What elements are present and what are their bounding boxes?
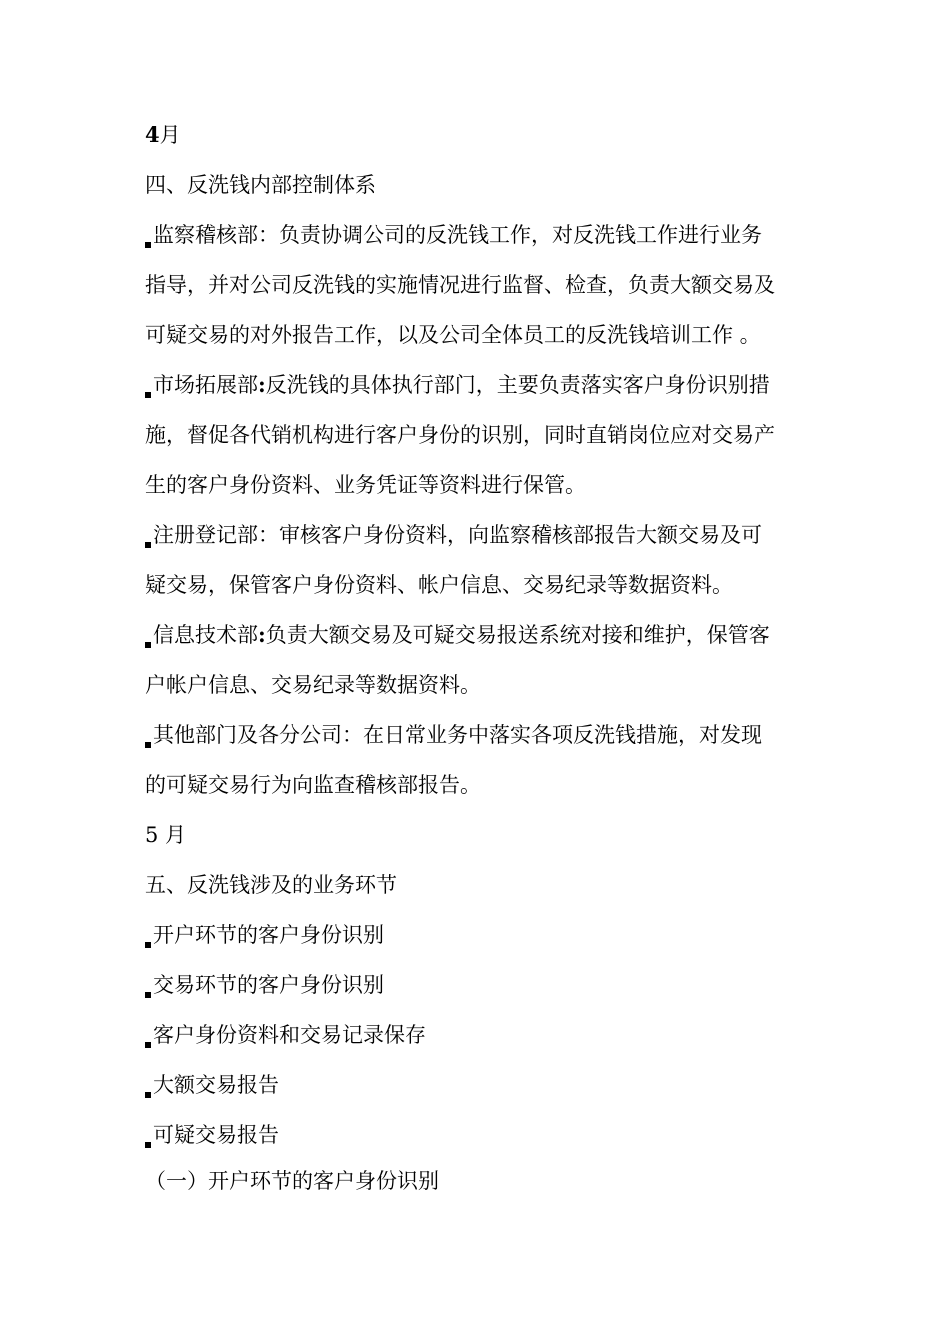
bullet-icon	[145, 242, 151, 248]
para-it-line2: 户帐户信息、交易纪录等数据资料。	[145, 673, 481, 697]
list-item	[145, 1071, 825, 1099]
list-item-text: 交易环节的客户身份识别	[153, 973, 384, 997]
list-item	[145, 1021, 825, 1049]
month-4-unit: 月	[159, 123, 181, 147]
para-market-line1	[145, 371, 825, 399]
bullet-icon	[145, 392, 151, 398]
bullet-icon	[145, 1042, 151, 1048]
para-it-colon: :	[258, 622, 266, 647]
para-audit-line2: 指导，并对公司反洗钱的实施情况进行监督、检查，负责大额交易及	[145, 273, 775, 297]
list-item	[145, 921, 825, 949]
subsection-1-title: （一）开户环节的客户身份识别	[145, 1169, 439, 1193]
para-other-line1	[145, 721, 825, 749]
para-it-text1: 负责大额交易及可疑交易报送系统对接和维护，保管客	[265, 623, 770, 647]
list-item-text: 可疑交易报告	[153, 1123, 279, 1147]
para-other-line2: 的可疑交易行为向监查稽核部报告。	[145, 773, 481, 797]
para-market-colon: :	[258, 372, 266, 397]
bullet-icon	[145, 742, 151, 748]
bullet-icon	[145, 542, 151, 548]
list-item-text: 大额交易报告	[153, 1073, 279, 1097]
list-item	[145, 1121, 825, 1149]
para-audit-text1: 监察稽核部：负责协调公司的反洗钱工作，对反洗钱工作进行业务	[153, 223, 762, 247]
para-market-line2: 施，督促各代销机构进行客户身份的识别，同时直销岗位应对交易产	[145, 423, 775, 447]
bullet-icon	[145, 992, 151, 998]
para-market-line3: 生的客户身份资料、业务凭证等资料进行保管。	[145, 473, 586, 497]
list-item-text: 客户身份资料和交易记录保存	[153, 1023, 426, 1047]
section-4-title: 四、反洗钱内部控制体系	[145, 173, 376, 197]
para-audit-line1	[145, 221, 825, 249]
section-5-title: 五、反洗钱涉及的业务环节	[145, 873, 397, 897]
para-registry-line1	[145, 521, 825, 549]
bullet-icon	[145, 942, 151, 948]
month-5-heading: 5 月	[145, 823, 187, 847]
month-4-heading	[145, 121, 825, 149]
bullet-icon	[145, 1142, 151, 1148]
para-audit-line3: 可疑交易的对外报告工作，以及公司全体员工的反洗钱培训工作 。	[145, 323, 761, 347]
bullet-icon	[145, 642, 151, 648]
para-registry-text1: 注册登记部：审核客户身份资料，向监察稽核部报告大额交易及可	[153, 523, 762, 547]
bullet-icon	[145, 1092, 151, 1098]
para-market-text1: 反洗钱的具体执行部门，主要负责落实客户身份识别措	[265, 373, 770, 397]
list-item-text: 开户环节的客户身份识别	[153, 923, 384, 947]
para-registry-line2: 疑交易，保管客户身份资料、帐户信息、交易纪录等数据资料。	[145, 573, 733, 597]
para-it-line1	[145, 621, 825, 649]
list-item	[145, 971, 825, 999]
month-4-number: 4	[145, 122, 160, 147]
para-it-dept: 信息技术部	[153, 623, 258, 647]
para-other-text1: 其他部门及各分公司：在日常业务中落实各项反洗钱措施，对发现	[153, 723, 762, 747]
para-market-dept: 市场拓展部	[153, 373, 258, 397]
